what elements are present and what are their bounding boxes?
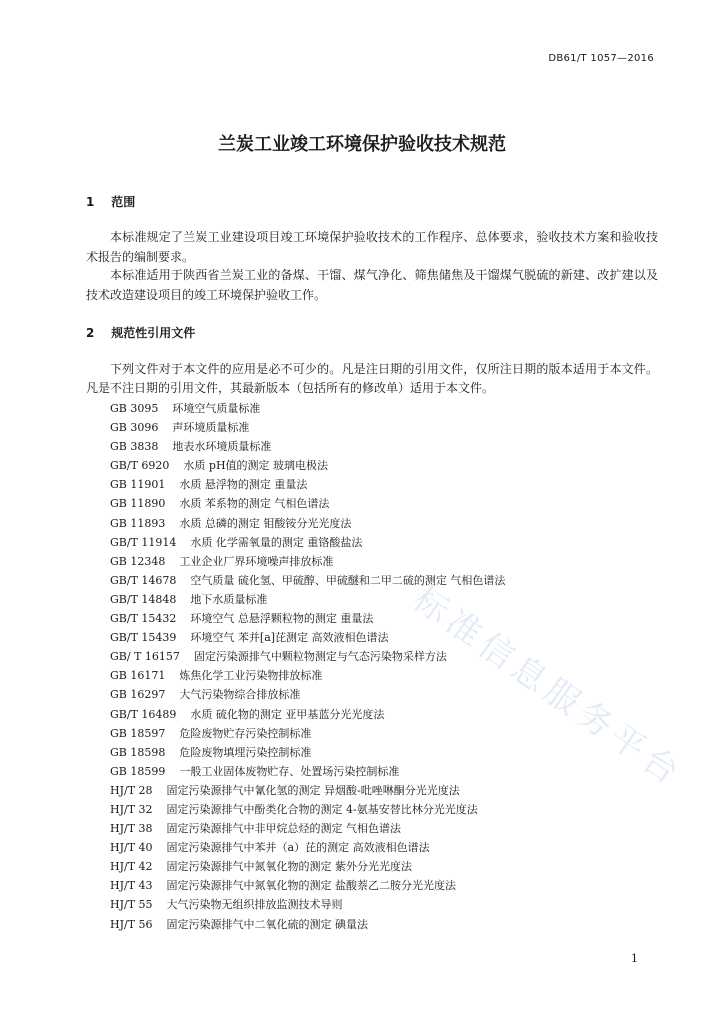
reference-code: GB/T 14678 (110, 573, 177, 587)
reference-item (110, 666, 505, 685)
reference-title: 空气质量 硫化氢、甲硫醇、甲硫醚和二甲二硫的测定 气相色谱法 (190, 573, 506, 587)
reference-item (110, 915, 505, 934)
reference-title: 固定污染源排气中颗粒物测定与气态污染物采样方法 (193, 650, 447, 664)
reference-title: 地表水环境质量标准 (172, 440, 272, 454)
reference-item (110, 647, 505, 666)
reference-item (110, 762, 505, 781)
reference-code: HJ/T 56 (110, 917, 153, 931)
reference-code: GB 3096 (110, 421, 159, 435)
reference-code: GB/ T 16157 (110, 650, 180, 664)
reference-title: 危险废物贮存污染控制标准 (179, 726, 312, 740)
reference-code: GB 18597 (110, 726, 166, 740)
reference-item (110, 456, 505, 475)
reference-item (110, 571, 505, 590)
reference-item (110, 609, 505, 628)
reference-code: GB 11890 (110, 497, 166, 511)
reference-item (110, 437, 505, 456)
reference-item (110, 552, 505, 571)
reference-item (110, 399, 505, 418)
reference-code: GB/T 15432 (110, 612, 177, 626)
reference-code: GB/T 14848 (110, 592, 177, 606)
reference-item (110, 800, 505, 819)
reference-item (110, 418, 505, 437)
reference-item (110, 494, 505, 513)
reference-title: 炼焦化学工业污染物排放标准 (179, 669, 323, 683)
reference-item (110, 781, 505, 800)
reference-item (110, 685, 505, 704)
reference-title: 危险废物填埋污染控制标准 (179, 745, 312, 759)
watermark: 标准信息服务平台 (405, 579, 691, 796)
reference-item (110, 857, 505, 876)
reference-title: 大气污染物综合排放标准 (179, 688, 301, 702)
reference-code: HJ/T 32 (110, 802, 153, 816)
reference-item (110, 533, 505, 552)
reference-code: GB 11901 (110, 478, 166, 492)
scope-paragraph-2: 本标准适用于陕西省兰炭工业的备煤、干馏、煤气净化、筛焦储焦及干馏煤气脱硫的新建、改扩建以及技术改造建设项目的竣工环境保护验收工作。 (86, 268, 658, 302)
reference-title: 地下水质量标准 (190, 592, 268, 606)
reference-item (110, 819, 505, 838)
reference-code: HJ/T 28 (110, 783, 153, 797)
reference-item (110, 628, 505, 647)
reference-code: GB 12348 (110, 554, 166, 568)
reference-code: GB 3095 (110, 402, 159, 415)
reference-title: 水质 总磷的测定 钼酸铵分光光度法 (179, 516, 352, 530)
document-code: DB61/T 1057—2016 (548, 53, 654, 64)
reference-item (110, 838, 505, 857)
reference-code: HJ/T 43 (110, 879, 153, 893)
reference-title: 水质 化学需氧量的测定 重铬酸盐法 (190, 535, 363, 549)
reference-title: 环境空气 总悬浮颗粒物的测定 重量法 (190, 612, 374, 626)
section-1-number: 1 (86, 195, 95, 209)
reference-title: 固定污染源排气中氰化氢的测定 异烟酸-吡唑啉酮分光光度法 (166, 783, 460, 797)
reference-code: HJ/T 38 (110, 822, 153, 836)
reference-title: 水质 苯系物的测定 气相色谱法 (179, 497, 330, 511)
reference-title: 固定污染源排气中二氧化硫的测定 碘量法 (166, 917, 369, 931)
reference-code: GB/T 11914 (110, 535, 177, 549)
reference-item (110, 475, 505, 494)
section-2-title: 规范性引用文件 (111, 326, 196, 340)
scope-paragraph-1: 本标准规定了兰炭工业建设项目竣工环境保护验收技术的工作程序、总体要求，验收技术方案和验收技术报告的编制要求。 (86, 230, 658, 264)
reference-code: GB 16297 (110, 688, 166, 702)
reference-code: GB/T 15439 (110, 631, 177, 645)
reference-code: HJ/T 55 (110, 898, 153, 912)
reference-item (110, 590, 505, 609)
reference-title: 固定污染源排气中非甲烷总烃的测定 气相色谱法 (166, 822, 402, 836)
reference-title: 大气污染物无组织排放监测技术导则 (166, 898, 343, 912)
section-1-title: 范围 (111, 195, 136, 209)
reference-title: 固定污染源排气中氮氧化物的测定 紫外分光光度法 (166, 860, 413, 874)
reference-item (110, 514, 505, 533)
reference-title: 水质 悬浮物的测定 重量法 (179, 478, 308, 492)
reference-code: GB 18598 (110, 745, 166, 759)
reference-item (110, 895, 505, 914)
reference-title: 固定污染源排气中酚类化合物的测定 4-氨基安替比林分光光度法 (166, 802, 478, 816)
reference-code: GB/T 16489 (110, 707, 177, 721)
reference-title: 一般工业固体废物贮存、处置场污染控制标准 (179, 764, 400, 778)
reference-item (110, 743, 505, 762)
reference-title: 环境空气 苯并[a]芘测定 高效液相色谱法 (190, 631, 389, 645)
section-1-heading (86, 193, 135, 210)
reference-title: 固定污染源排气中氮氧化物的测定 盐酸萘乙二胺分光光度法 (166, 879, 457, 893)
reference-code: HJ/T 42 (110, 860, 153, 874)
reference-title: 固定污染源排气中苯并（a）芘的测定 高效液相色谱法 (166, 841, 430, 855)
reference-code: GB 11893 (110, 516, 166, 530)
section-2-number: 2 (86, 326, 95, 340)
reference-code: GB 18599 (110, 764, 166, 778)
reference-item (110, 724, 505, 743)
reference-list (110, 399, 505, 934)
reference-item (110, 705, 505, 724)
reference-title: 水质 pH值的测定 玻璃电极法 (183, 459, 329, 473)
references-intro: 下列文件对于本文件的应用是必不可少的。凡是注日期的引用文件，仅所注日期的版本适用于本文件。凡是不注日期的引用文件，其最新版本（包括所有的修改单）适用于本文件。 (86, 362, 658, 395)
section-2-heading (86, 324, 195, 341)
reference-title: 声环境质量标准 (172, 421, 250, 435)
reference-title: 工业企业厂界环境噪声排放标准 (179, 554, 334, 568)
reference-title: 环境空气质量标准 (172, 402, 261, 415)
reference-code: GB 16171 (110, 669, 166, 683)
reference-item (110, 876, 505, 895)
reference-code: HJ/T 40 (110, 841, 153, 855)
reference-code: GB/T 6920 (110, 459, 170, 473)
document-title: 兰炭工业竣工环境保护验收技术规范 (218, 134, 506, 155)
reference-code: GB 3838 (110, 440, 159, 454)
page-number: 1 (631, 952, 638, 965)
reference-title: 水质 硫化物的测定 亚甲基蓝分光光度法 (190, 707, 385, 721)
